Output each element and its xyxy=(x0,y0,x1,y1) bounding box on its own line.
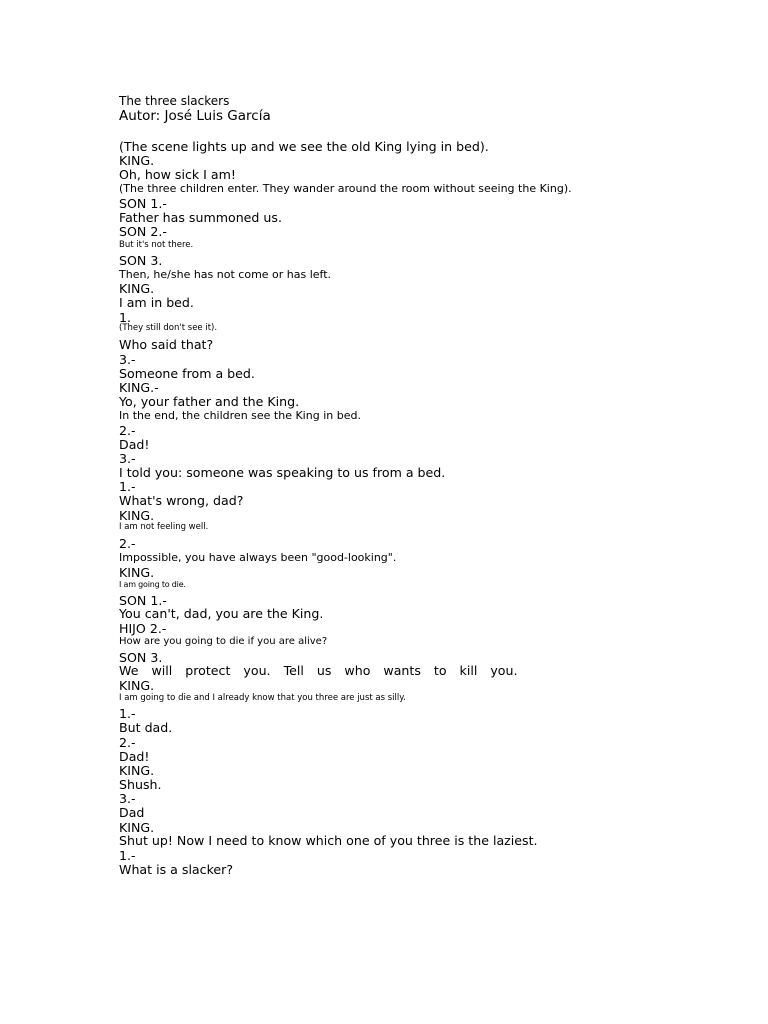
speaker-label: KING. xyxy=(119,678,155,693)
speaker-label: SON 3. xyxy=(119,253,163,268)
speaker-label: 2.- xyxy=(119,735,136,750)
document-title: The three slackers xyxy=(119,94,230,108)
dialogue-line: Dad! xyxy=(119,437,150,452)
dialogue-line: Then, he/she has not come or has left. xyxy=(119,268,332,281)
speaker-label: 1.- xyxy=(119,848,136,863)
speaker-label: SON 2.- xyxy=(119,224,167,239)
dialogue-line: Shut up! Now I need to know which one of you three is the laziest. xyxy=(119,833,538,848)
dialogue-line: But it's not there. xyxy=(119,240,194,250)
document-author: Autor: José Luis García xyxy=(119,108,271,124)
dialogue-line: You can't, dad, you are the King. xyxy=(119,606,324,621)
dialogue-line: I am in bed. xyxy=(119,295,194,310)
speaker-label: 3.- xyxy=(119,451,136,466)
dialogue-line: What is a slacker? xyxy=(119,862,234,877)
speaker-label: 1. xyxy=(119,310,132,325)
speaker-label: KING. xyxy=(119,763,155,778)
stage-direction: (The three children enter. They wander around the room without seeing the King). xyxy=(119,182,572,195)
speaker-label: KING. xyxy=(119,565,155,580)
dialogue-line: We will protect you. Tell us who wants to kill you. xyxy=(119,663,518,678)
stage-direction: In the end, the children see the King in bed. xyxy=(119,409,361,422)
dialogue-line: Dad xyxy=(119,805,145,820)
stage-direction: (The scene lights up and we see the old King lying in bed). xyxy=(119,139,489,154)
speaker-label: KING.- xyxy=(119,380,159,395)
dialogue-line: Father has summoned us. xyxy=(119,210,282,225)
speaker-label: KING. xyxy=(119,281,155,296)
dialogue-line: I told you: someone was speaking to us from a bed. xyxy=(119,465,446,480)
dialogue-line: Yo, your father and the King. xyxy=(119,394,300,409)
speaker-label: HIJO 2.- xyxy=(119,621,167,636)
dialogue-line: What's wrong, dad? xyxy=(119,493,244,508)
dialogue-line: I am not feeling well. xyxy=(119,522,209,532)
dialogue-line: How are you going to die if you are alive? xyxy=(119,636,328,647)
dialogue-line: Impossible, you have always been "good-looking". xyxy=(119,551,397,564)
dialogue-line: Someone from a bed. xyxy=(119,366,255,381)
speaker-label: 2.- xyxy=(119,536,136,551)
dialogue-line: Shush. xyxy=(119,777,162,792)
speaker-label: 1.- xyxy=(119,479,136,494)
speaker-label: 2.- xyxy=(119,423,136,438)
dialogue-line: Who said that? xyxy=(119,337,214,352)
dialogue-line: I am going to die and I already know that you three are just as silly. xyxy=(119,693,406,703)
dialogue-line: Oh, how sick I am! xyxy=(119,167,236,182)
speaker-label: 3.- xyxy=(119,791,136,806)
speaker-label: KING. xyxy=(119,820,155,835)
speaker-label: KING. xyxy=(119,508,155,523)
speaker-label: 3.- xyxy=(119,352,136,367)
speaker-label: KING. xyxy=(119,153,155,168)
speaker-label: SON 3. xyxy=(119,650,163,665)
speaker-label: 1.- xyxy=(119,706,136,721)
dialogue-line: I am going to die. xyxy=(119,580,186,589)
stage-direction: (They still don't see it). xyxy=(119,323,218,333)
speaker-label: SON 1.- xyxy=(119,593,167,608)
dialogue-line: Dad! xyxy=(119,749,150,764)
speaker-label: SON 1.- xyxy=(119,196,167,211)
dialogue-line: But dad. xyxy=(119,720,173,735)
